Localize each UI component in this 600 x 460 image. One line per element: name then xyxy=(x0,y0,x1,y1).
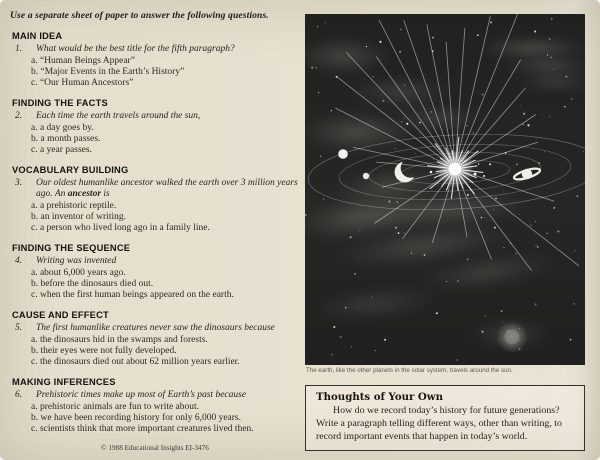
answer-option: a. about 6,000 years ago. xyxy=(31,268,126,278)
section-finding-the-facts xyxy=(10,98,308,156)
answer-option: c. a person who lived long ago in a family line. xyxy=(31,223,210,233)
answer-option: b. a month passes. xyxy=(31,134,101,144)
section-cause-and-effect xyxy=(10,310,308,368)
question-number: 3. xyxy=(15,178,23,188)
question-stem: Our oldest humanlike ancestor walked the earth over 3 million years ago. An ancestor is xyxy=(36,178,298,199)
question-row xyxy=(10,178,308,200)
illustration-caption: The earth, like the other planets in the solar system, travels around the sun. xyxy=(306,367,513,374)
planet-icon xyxy=(338,149,348,159)
answer-option: a. prehistoric animals are fun to write about. xyxy=(31,402,200,412)
thoughts-box xyxy=(305,385,585,451)
question-stem: Prehistoric times make up most of Earth’s past because xyxy=(36,390,247,400)
section-vocabulary-building xyxy=(10,165,308,234)
options-list xyxy=(31,268,308,301)
section-finding-the-sequence xyxy=(10,243,308,301)
question-stem: Writing was invented xyxy=(36,256,117,266)
question-row xyxy=(10,111,308,122)
question-number: 6. xyxy=(15,390,23,400)
answer-option: c. scientists think that more important creatures lived then. xyxy=(31,424,254,434)
section-heading: FINDING THE FACTS xyxy=(12,98,108,108)
options-list xyxy=(31,335,308,368)
planet-icon xyxy=(363,173,369,179)
question-row xyxy=(10,390,308,401)
answer-option: b. we have been recording history for only 6,000 years. xyxy=(31,413,241,423)
answer-option: b. “Major Events in the Earth’s History” xyxy=(31,67,185,77)
answer-option: a. a prehistoric reptile. xyxy=(31,201,117,211)
answer-option: a. a day goes by. xyxy=(31,123,94,133)
answer-option: a. the dinosaurs hid in the swamps and forests. xyxy=(31,335,208,345)
answer-option: a. “Human Beings Appear” xyxy=(31,56,135,66)
answer-option: c. when the first human beings appeared on the earth. xyxy=(31,290,234,300)
question-stem: What would be the best title for the fifth paragraph? xyxy=(36,44,235,54)
section-main-idea xyxy=(10,31,308,89)
answer-option: c. the dinosaurs died out about 62 million years earlier. xyxy=(31,357,240,367)
answer-option: b. an inventor of writing. xyxy=(31,212,126,222)
question-number: 5. xyxy=(15,323,23,333)
illustration-column xyxy=(305,14,585,451)
question-stem: The first humanlike creatures never saw the dinosaurs because xyxy=(36,323,275,333)
section-heading: FINDING THE SEQUENCE xyxy=(12,243,131,253)
options-list xyxy=(31,56,308,89)
section-heading: MAKING INFERENCES xyxy=(12,377,116,387)
thoughts-box-title: Thoughts of Your Own xyxy=(316,391,443,403)
question-number: 2. xyxy=(15,111,23,121)
answer-option: b. before the dinosaurs died out. xyxy=(31,279,154,289)
answer-option: b. their eyes were not fully developed. xyxy=(31,346,177,356)
questions-column xyxy=(10,10,308,452)
faint-planet-icon xyxy=(505,330,520,345)
crescent-planet-icon xyxy=(395,162,416,183)
options-list xyxy=(31,201,308,234)
copyright-line: © 1988 Educational Insights EI-3476 xyxy=(101,444,209,452)
question-row xyxy=(10,44,308,55)
question-number: 4. xyxy=(15,256,23,266)
section-making-inferences xyxy=(10,377,308,435)
section-heading: VOCABULARY BUILDING xyxy=(12,165,129,175)
section-heading: MAIN IDEA xyxy=(12,31,63,41)
answer-option: c. a year passes. xyxy=(31,145,92,155)
section-heading: CAUSE AND EFFECT xyxy=(12,310,109,320)
answer-option: c. “Our Human Ancestors” xyxy=(31,78,134,88)
thoughts-box-body: How do we record today’s history for future generations? Write a paragraph telling different ways, other than writing, to record important events that happen in today’s world. xyxy=(316,405,562,442)
question-number: 1. xyxy=(15,44,23,54)
instruction-line: Use a separate sheet of paper to answer the following questions. xyxy=(10,10,269,21)
options-list xyxy=(31,402,308,435)
question-row xyxy=(10,256,308,267)
sun-icon xyxy=(449,163,462,176)
question-row xyxy=(10,323,308,334)
options-list xyxy=(31,123,308,156)
question-stem: Each time the earth travels around the sun, xyxy=(36,111,201,121)
solar-system-illustration xyxy=(305,14,585,365)
